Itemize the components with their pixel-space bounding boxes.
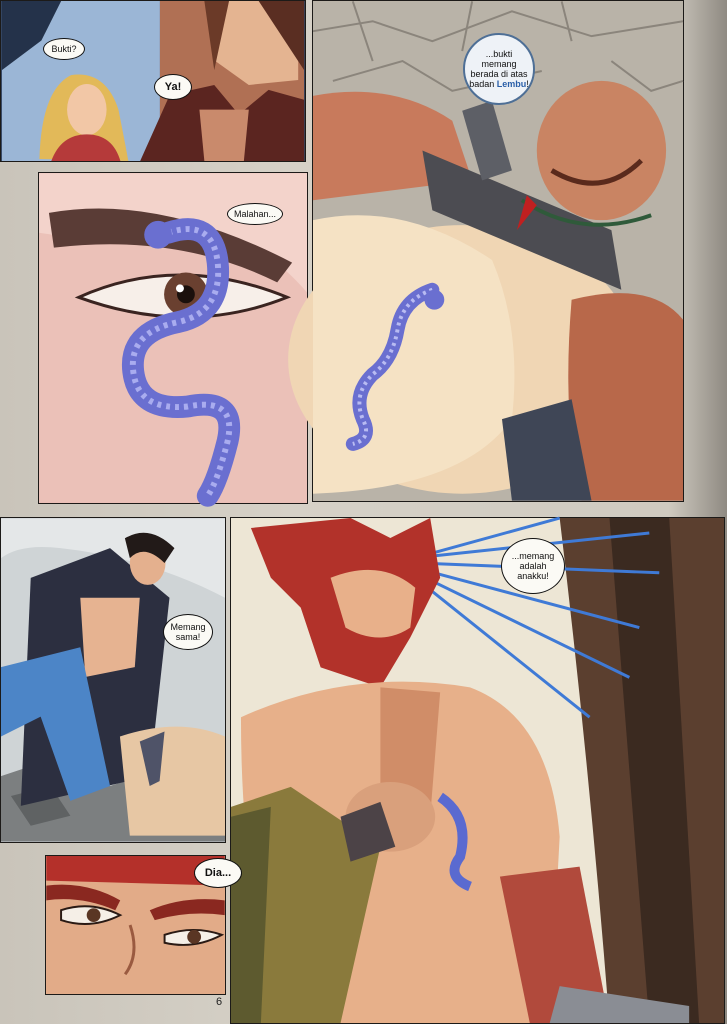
speech-bubble-malahan: Malahan... [227, 203, 283, 225]
speech-bubble-memang-sama: Memang sama! [163, 614, 213, 650]
panel-4 [0, 517, 226, 843]
speech-bubble-ya: Ya! [154, 74, 192, 100]
bubble-suffix: ! [526, 79, 529, 89]
page-number: 6 [215, 996, 223, 1008]
panel-6 [45, 855, 232, 995]
panel-3 [312, 0, 684, 502]
speech-bubble-dia: Dia... [194, 858, 242, 888]
panel-1 [0, 0, 306, 162]
speech-bubble-bukti-lembu [463, 33, 535, 105]
bubble-highlight-lembu: Lembu [496, 79, 527, 89]
panel-5-art [231, 518, 724, 1023]
panel-5 [230, 517, 725, 1024]
bubble-text: ...bukti memang berada di atas badan [469, 49, 528, 89]
panel-4-art [1, 518, 225, 842]
speech-bubble-memang-anakku: ...memang adalah anakku! [501, 538, 565, 594]
panel-2 [38, 172, 308, 504]
panel-1-art [1, 1, 305, 161]
speech-bubble-bukti: Bukti? [43, 38, 85, 60]
